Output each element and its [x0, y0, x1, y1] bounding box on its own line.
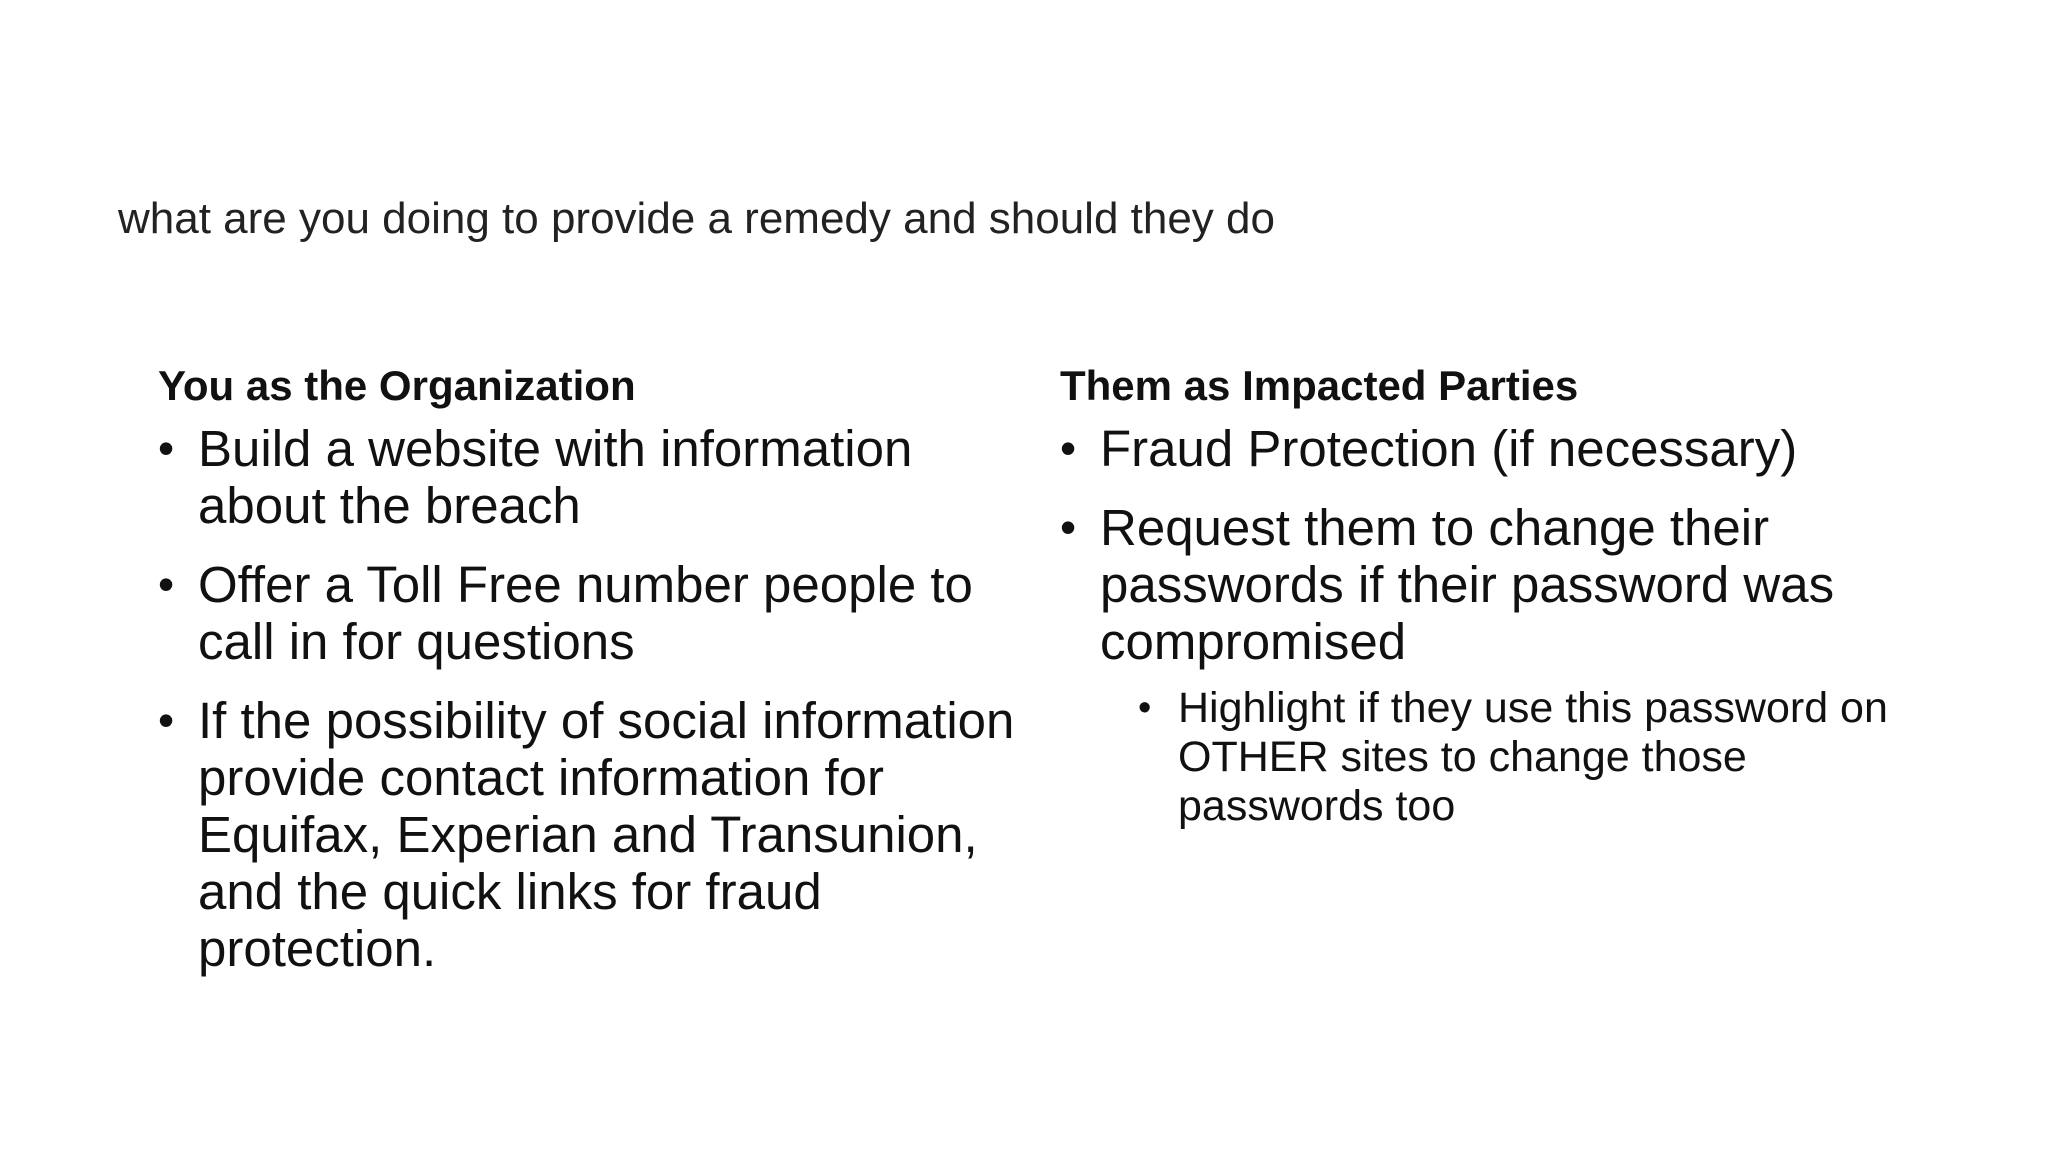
- right-bullet-list: [1060, 420, 1940, 831]
- left-column-heading: You as the Organization: [158, 362, 636, 409]
- list-item: • Build a website with information about the breach: [158, 420, 1018, 534]
- sub-bullet-list: [1138, 684, 1930, 831]
- list-item: [1060, 499, 1930, 831]
- right-column: [1060, 358, 1940, 853]
- list-item: • If the possibility of social information provide contact information for Equifax, Experian and Transunion, and the quick links for fraud protection.: [158, 692, 1018, 977]
- slide-title: what are you doing to provide a remedy and should they do: [118, 194, 1275, 243]
- right-column-heading: Them as Impacted Parties: [1060, 362, 1579, 409]
- list-item: [1060, 420, 1940, 477]
- list-item-text: Fraud Protection (if necessary): [1100, 420, 1798, 477]
- left-bullet-list: [158, 420, 1018, 977]
- list-item: • Offer a Toll Free number people to call in for questions: [158, 556, 1028, 670]
- list-item-text: Request them to change their passwords if their password was compromised: [1100, 499, 1835, 670]
- sub-list-item: • Highlight if they use this password on OTHER sites to change those passwords too: [1138, 684, 1938, 831]
- left-column: [158, 358, 1018, 999]
